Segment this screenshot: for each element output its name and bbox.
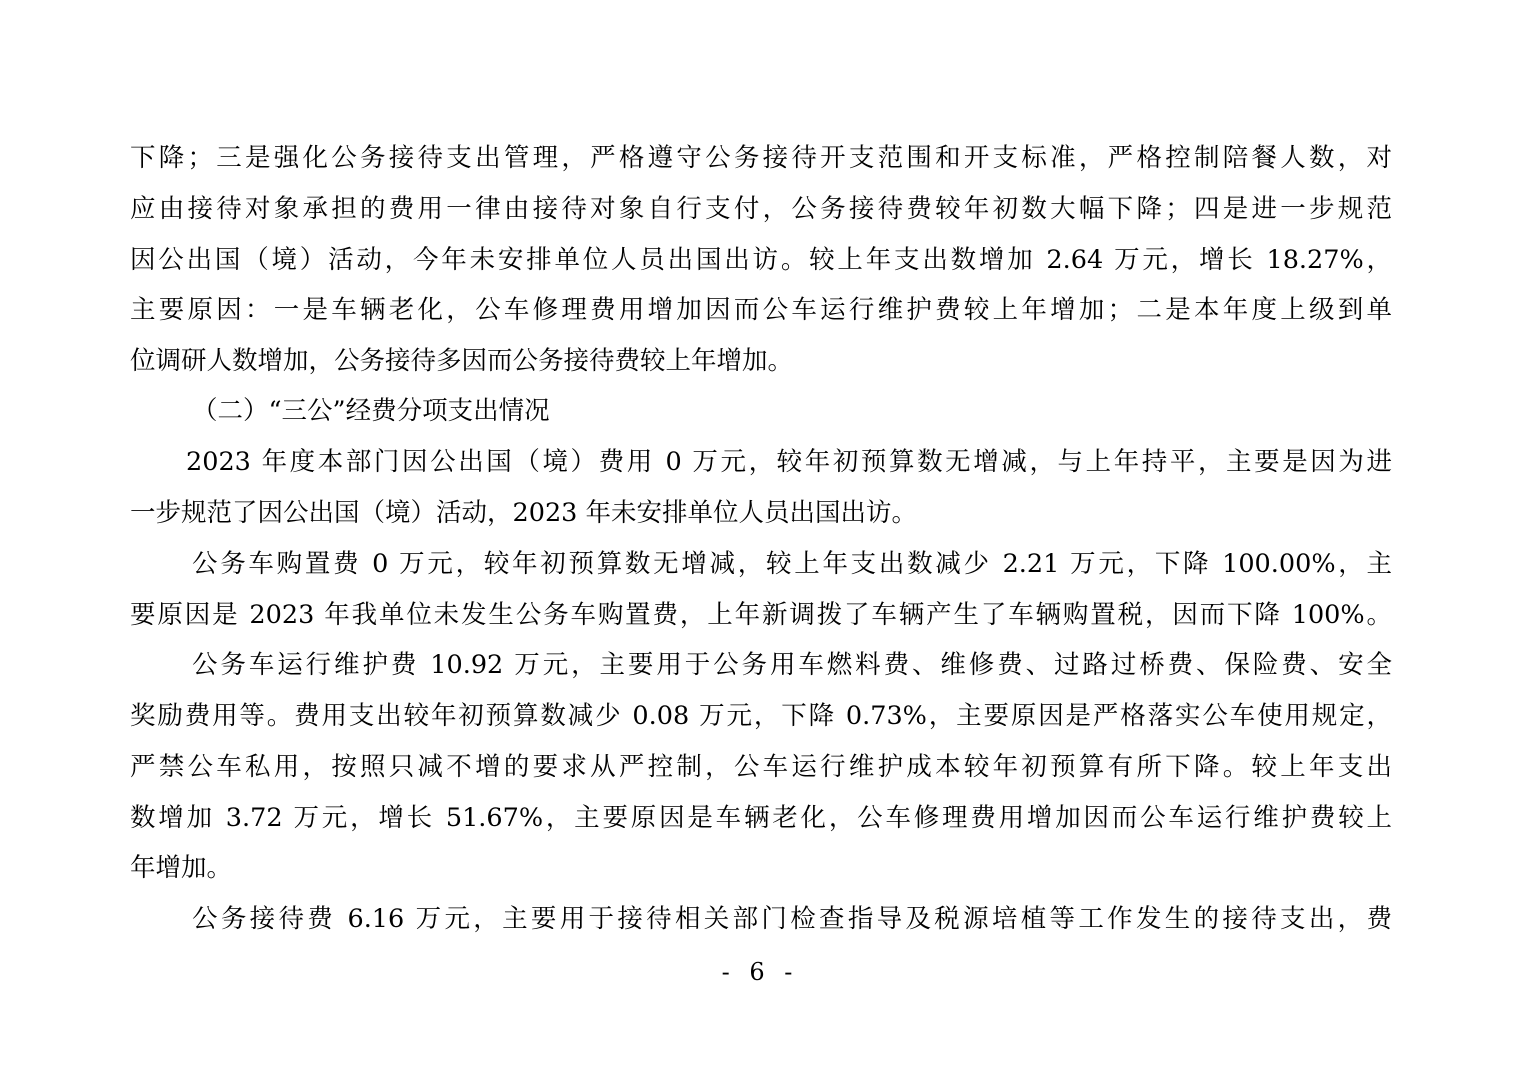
text-line: 数增加 3.72 万元，增长 51.67%，主要原因是车辆老化，公车修理费用增加因而公车运行维护费较上 (130, 803, 1392, 833)
text-line: 严禁公车私用，按照只减不增的要求从严控制，公车运行维护成本较年初预算有所下降。较上年支出 (130, 752, 1392, 782)
text-line: 位调研人数增加，公务接待多因而公务接待费较上年增加。 (130, 346, 794, 376)
text-line: 2023 年度本部门因公出国（境）费用 0 万元，较年初预算数无增减，与上年持平，主要是因为进 (186, 447, 1392, 477)
text-line: 公务接待费 6.16 万元，主要用于接待相关部门检查指导及税源培植等工作发生的接待支出，费 (192, 904, 1392, 934)
text-line: 年增加。 (130, 853, 233, 883)
text-line: 应由接待对象承担的费用一律由接待对象自行支付，公务接待费较年初数大幅下降；四是进一步规范 (130, 194, 1392, 224)
text-line: 一步规范了因公出国（境）活动，2023 年未安排单位人员出国出访。 (130, 498, 918, 528)
text-line: 公务车运行维护费 10.92 万元，主要用于公务用车燃料费、维修费、过路过桥费、保险费、安全 (192, 650, 1392, 680)
text-line: 奖励费用等。费用支出较年初预算数减少 0.08 万元，下降 0.73%，主要原因是严格落实公车使用规定， (130, 701, 1392, 731)
text-line: 主要原因：一是车辆老化，公车修理费用增加因而公车运行维护费较上年增加；二是本年度上级到单 (130, 295, 1392, 325)
text-line: 公务车购置费 0 万元，较年初预算数无增减，较上年支出数减少 2.21 万元，下降 100.00%，主 (192, 549, 1392, 579)
text-line: 下降；三是强化公务接待支出管理，严格遵守公务接待开支范围和开支标准，严格控制陪餐人数，对 (130, 143, 1392, 173)
section-heading: （二）“三公”经费分项支出情况 (192, 396, 550, 426)
text-line: 因公出国（境）活动，今年未安排单位人员出国出访。较上年支出数增加 2.64 万元，增长 18.27%， (130, 245, 1392, 275)
text-line: 要原因是 2023 年我单位未发生公务车购置费，上年新调拨了车辆产生了车辆购置税，因而下降 100%。 (130, 600, 1392, 630)
page-number: - 6 - (721, 958, 799, 986)
